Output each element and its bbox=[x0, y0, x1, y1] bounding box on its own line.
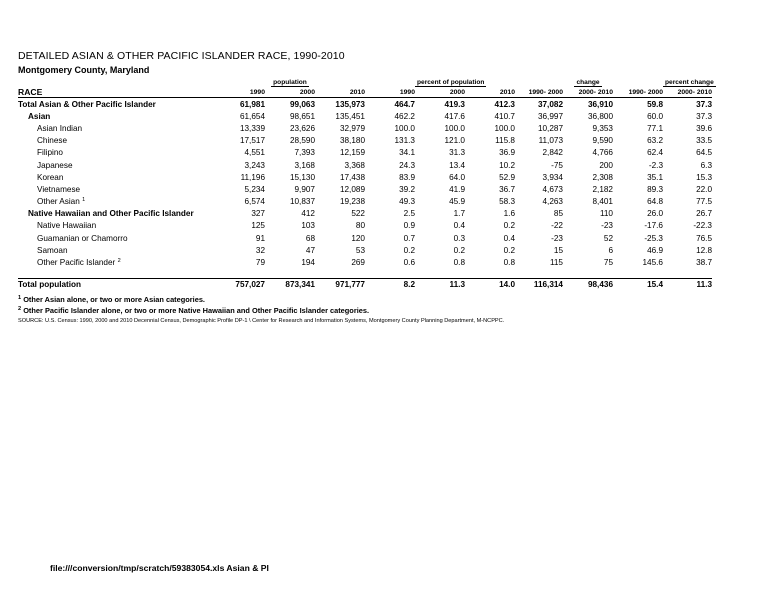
cell: 412 bbox=[301, 209, 315, 219]
cell: 63.2 bbox=[647, 136, 663, 146]
cell: 200 bbox=[599, 160, 613, 170]
table-title: DETAILED ASIAN & OTHER PACIFIC ISLANDER RACE, 1990-2010 bbox=[18, 50, 345, 62]
cell: -22.3 bbox=[693, 221, 712, 231]
cell: 121.0 bbox=[444, 136, 465, 146]
cell: 45.9 bbox=[449, 197, 465, 207]
col-header: 1990 bbox=[365, 87, 415, 98]
cell: 64.8 bbox=[647, 197, 663, 207]
cell: 36,910 bbox=[587, 99, 613, 109]
cell: 4,766 bbox=[592, 148, 613, 158]
cell: 522 bbox=[351, 209, 365, 219]
cell: 77.1 bbox=[647, 123, 663, 133]
cell: 15.4 bbox=[613, 278, 663, 291]
cell: 7,393 bbox=[294, 148, 315, 158]
cell: 3,168 bbox=[294, 160, 315, 170]
table-row bbox=[18, 135, 712, 147]
cell: 37.3 bbox=[696, 111, 712, 121]
group-percent-change: percent change bbox=[665, 78, 714, 86]
row-label: Total population bbox=[18, 278, 211, 291]
group-header-row bbox=[18, 75, 712, 87]
cell: 26.0 bbox=[647, 209, 663, 219]
cell: 3,368 bbox=[344, 160, 365, 170]
cell: 39.2 bbox=[399, 184, 415, 194]
cell: 52 bbox=[603, 233, 613, 243]
cell: 6 bbox=[608, 245, 613, 255]
cell: -25.3 bbox=[644, 233, 663, 243]
cell: 971,777 bbox=[315, 278, 365, 291]
col-header: 2010 bbox=[465, 87, 515, 98]
cell: 23,626 bbox=[289, 123, 315, 133]
cell: 11,196 bbox=[240, 172, 265, 182]
cell: 0.7 bbox=[403, 233, 415, 243]
cell: 116,314 bbox=[515, 278, 563, 291]
col-header: 2000 bbox=[415, 87, 465, 98]
table-row bbox=[18, 196, 712, 208]
footnote-1: $^1$ Other Asian alone, or two or more Asian categories. bbox=[18, 294, 205, 304]
cell: -23 bbox=[551, 233, 563, 243]
cell: 194 bbox=[301, 258, 315, 268]
file-footer: file:///conversion/tmp/scratch/59383054.xls Asian & PI bbox=[50, 563, 269, 573]
footnotes bbox=[18, 294, 712, 317]
cell: 85 bbox=[553, 209, 563, 219]
cell: 2.5 bbox=[403, 209, 415, 219]
cell: 79 bbox=[255, 258, 265, 268]
cell: 11.3 bbox=[663, 278, 712, 291]
spacer-row bbox=[18, 269, 712, 279]
cell: 115.8 bbox=[495, 136, 515, 146]
cell: 0.2 bbox=[403, 245, 415, 255]
cell: 5,234 bbox=[244, 184, 265, 194]
cell: 31.3 bbox=[449, 148, 465, 158]
cell: 36,800 bbox=[587, 111, 613, 121]
cell: 33.5 bbox=[696, 136, 712, 146]
cell: 47 bbox=[305, 245, 315, 255]
cell: 64.5 bbox=[696, 148, 712, 158]
cell: 0.9 bbox=[403, 221, 415, 231]
cell: 49.3 bbox=[399, 197, 415, 207]
cell: 11.3 bbox=[415, 278, 465, 291]
table-row bbox=[18, 98, 712, 111]
table-row bbox=[18, 171, 712, 183]
cell: 417.6 bbox=[444, 111, 465, 121]
cell: 52.9 bbox=[499, 172, 515, 182]
cell: 76.5 bbox=[696, 233, 712, 243]
row-label: Native Hawaiian bbox=[37, 221, 97, 231]
cell: 26.7 bbox=[696, 209, 712, 219]
cell: 34.1 bbox=[399, 148, 415, 158]
cell: 8,401 bbox=[592, 197, 613, 207]
cell: 12,089 bbox=[339, 184, 365, 194]
cell: 98,436 bbox=[563, 278, 613, 291]
cell: 3,934 bbox=[542, 172, 563, 182]
cell: 100.0 bbox=[444, 123, 465, 133]
col-header: 1990- 2000 bbox=[515, 87, 563, 98]
cell: 17,438 bbox=[339, 172, 365, 182]
cell: 19,238 bbox=[339, 197, 365, 207]
table-row bbox=[18, 147, 712, 159]
cell: 0.8 bbox=[503, 258, 515, 268]
cell: 91 bbox=[255, 233, 265, 243]
cell: 36.7 bbox=[499, 184, 515, 194]
cell: 410.7 bbox=[494, 111, 515, 121]
cell: 32 bbox=[255, 245, 265, 255]
cell: 68 bbox=[305, 233, 315, 243]
footnote-mark: 2 bbox=[117, 258, 121, 265]
cell: -17.6 bbox=[644, 221, 663, 231]
race-header: RACE bbox=[18, 87, 211, 98]
cell: 61,654 bbox=[239, 111, 265, 121]
cell: 53 bbox=[355, 245, 365, 255]
table-subtitle: Montgomery County, Maryland bbox=[18, 65, 150, 75]
cell: 0.2 bbox=[503, 245, 515, 255]
cell: 77.5 bbox=[696, 197, 712, 207]
table-row bbox=[18, 208, 712, 220]
cell: 327 bbox=[251, 209, 265, 219]
data-table bbox=[18, 75, 712, 291]
row-label: Native Hawaiian and Other Pacific Islander bbox=[28, 209, 194, 219]
row-label: Guamanian or Chamorro bbox=[37, 233, 128, 243]
cell: 6.3 bbox=[700, 160, 712, 170]
cell: 37,082 bbox=[537, 99, 563, 109]
cell: 9,353 bbox=[592, 123, 613, 133]
cell: 2,308 bbox=[592, 172, 613, 182]
cell: 100.0 bbox=[394, 123, 415, 133]
cell: 103 bbox=[301, 221, 315, 231]
cell: 60.0 bbox=[647, 111, 663, 121]
cell: 135,451 bbox=[335, 111, 365, 121]
row-label: Total Asian & Other Pacific Islander bbox=[18, 99, 156, 109]
cell: 59.8 bbox=[647, 99, 663, 109]
cell: 80 bbox=[355, 221, 365, 231]
cell: -2.3 bbox=[648, 160, 663, 170]
row-label: Japanese bbox=[37, 160, 73, 170]
cell: 462.2 bbox=[394, 111, 415, 121]
cell: 131.3 bbox=[394, 136, 415, 146]
cell: 0.2 bbox=[503, 221, 515, 231]
footnote-mark: 1 bbox=[82, 197, 86, 204]
cell: 1.6 bbox=[503, 209, 515, 219]
cell: 10,837 bbox=[289, 197, 315, 207]
table-row bbox=[18, 110, 712, 122]
cell: 13,339 bbox=[239, 123, 265, 133]
col-header: 1990- 2000 bbox=[613, 87, 663, 98]
row-label: Filipino bbox=[37, 148, 63, 158]
cell: 83.9 bbox=[399, 172, 415, 182]
table-row bbox=[18, 159, 712, 171]
row-label: Asian Indian bbox=[37, 123, 83, 133]
column-header-row bbox=[18, 87, 712, 98]
cell: 0.4 bbox=[453, 221, 465, 231]
col-header: 2010 bbox=[315, 87, 365, 98]
cell: 2,182 bbox=[592, 184, 613, 194]
total-row bbox=[18, 278, 712, 291]
cell: 12.8 bbox=[696, 245, 712, 255]
cell: 6,574 bbox=[244, 197, 265, 207]
row-label: Samoan bbox=[37, 245, 68, 255]
cell: 32,979 bbox=[339, 123, 365, 133]
cell: 1.7 bbox=[453, 209, 465, 219]
cell: 10.2 bbox=[499, 160, 515, 170]
cell: 12,159 bbox=[339, 148, 365, 158]
col-header: 2000- 2010 bbox=[563, 87, 613, 98]
cell: 873,341 bbox=[265, 278, 315, 291]
cell: -75 bbox=[551, 160, 563, 170]
cell: 3,243 bbox=[244, 160, 265, 170]
cell: 24.3 bbox=[399, 160, 415, 170]
cell: 757,027 bbox=[211, 278, 265, 291]
cell: 9,590 bbox=[592, 136, 613, 146]
cell: 38,180 bbox=[339, 136, 365, 146]
cell: 36,997 bbox=[537, 111, 563, 121]
group-percent: percent of population bbox=[417, 78, 485, 86]
cell: 4,263 bbox=[542, 197, 563, 207]
table-row bbox=[18, 244, 712, 256]
cell: 135,973 bbox=[335, 99, 365, 109]
cell: 64.0 bbox=[449, 172, 465, 182]
cell: 2,842 bbox=[542, 148, 563, 158]
row-label: Asian bbox=[28, 111, 51, 121]
footnote-2: $^2$ Other Pacific Islander alone, or two or more Native Hawaiian and Other Pacific Islander categories. bbox=[18, 306, 370, 316]
col-header: 1990 bbox=[211, 87, 265, 98]
cell: 0.3 bbox=[453, 233, 465, 243]
cell: 125 bbox=[251, 221, 265, 231]
cell: 120 bbox=[351, 233, 365, 243]
cell: 36.9 bbox=[499, 148, 515, 158]
col-header: 2000 bbox=[265, 87, 315, 98]
cell: 145.6 bbox=[642, 258, 663, 268]
spreadsheet bbox=[18, 50, 712, 326]
col-header: 2000- 2010 bbox=[663, 87, 712, 98]
cell: 99,063 bbox=[289, 99, 315, 109]
row-label: Chinese bbox=[37, 136, 68, 146]
group-change: change bbox=[576, 78, 600, 86]
cell: 8.2 bbox=[365, 278, 415, 291]
cell: 10,287 bbox=[537, 123, 563, 133]
cell: 61,981 bbox=[239, 99, 265, 109]
cell: 9,907 bbox=[294, 184, 315, 194]
table-row bbox=[18, 122, 712, 134]
cell: 58.3 bbox=[499, 197, 515, 207]
cell: 41.9 bbox=[449, 184, 465, 194]
cell: 75 bbox=[603, 258, 613, 268]
cell: 14.0 bbox=[465, 278, 515, 291]
table-row bbox=[18, 256, 712, 268]
table-row bbox=[18, 232, 712, 244]
cell: 0.6 bbox=[403, 258, 415, 268]
cell: 38.7 bbox=[696, 258, 712, 268]
cell: 11,073 bbox=[538, 136, 563, 146]
cell: 13.4 bbox=[449, 160, 465, 170]
table-row bbox=[18, 220, 712, 232]
table-row bbox=[18, 183, 712, 195]
cell: 28,590 bbox=[289, 136, 315, 146]
cell: 37.3 bbox=[696, 99, 712, 109]
cell: 89.3 bbox=[647, 184, 663, 194]
cell: 62.4 bbox=[647, 148, 663, 158]
cell: 464.7 bbox=[394, 99, 415, 109]
group-population: population bbox=[273, 78, 307, 86]
source-note: SOURCE: U.S. Census: 1990, 2000 and 2010 Decennial Census, Demographic Profile DP-1 \ Center for Research and Information Systems, Montgomery County Planning Department, M-NCPPC. bbox=[18, 317, 505, 324]
cell: 0.2 bbox=[453, 245, 465, 255]
cell: 39.6 bbox=[696, 123, 712, 133]
cell: 22.0 bbox=[696, 184, 712, 194]
row-label: Korean bbox=[37, 172, 64, 182]
cell: 35.1 bbox=[647, 172, 663, 182]
cell: 110 bbox=[599, 209, 613, 219]
cell: 98,651 bbox=[289, 111, 315, 121]
cell: 46.9 bbox=[647, 245, 663, 255]
row-label: Other Pacific Islander $^2$ bbox=[37, 258, 121, 268]
cell: 269 bbox=[351, 258, 365, 268]
cell: 4,673 bbox=[542, 184, 563, 194]
row-label: Vietnamese bbox=[37, 184, 81, 194]
cell: -23 bbox=[601, 221, 613, 231]
cell: 412.3 bbox=[494, 99, 515, 109]
cell: 0.8 bbox=[453, 258, 465, 268]
cell: 100.0 bbox=[494, 123, 515, 133]
cell: 4,551 bbox=[244, 148, 265, 158]
row-label: Other Asian $^1$ bbox=[37, 197, 86, 207]
cell: 15.3 bbox=[696, 172, 712, 182]
cell: 0.4 bbox=[503, 233, 515, 243]
cell: 419.3 bbox=[444, 99, 465, 109]
cell: -22 bbox=[551, 221, 563, 231]
cell: 17,517 bbox=[239, 136, 265, 146]
cell: 15 bbox=[553, 245, 563, 255]
cell: 115 bbox=[549, 258, 563, 268]
cell: 15,130 bbox=[289, 172, 315, 182]
